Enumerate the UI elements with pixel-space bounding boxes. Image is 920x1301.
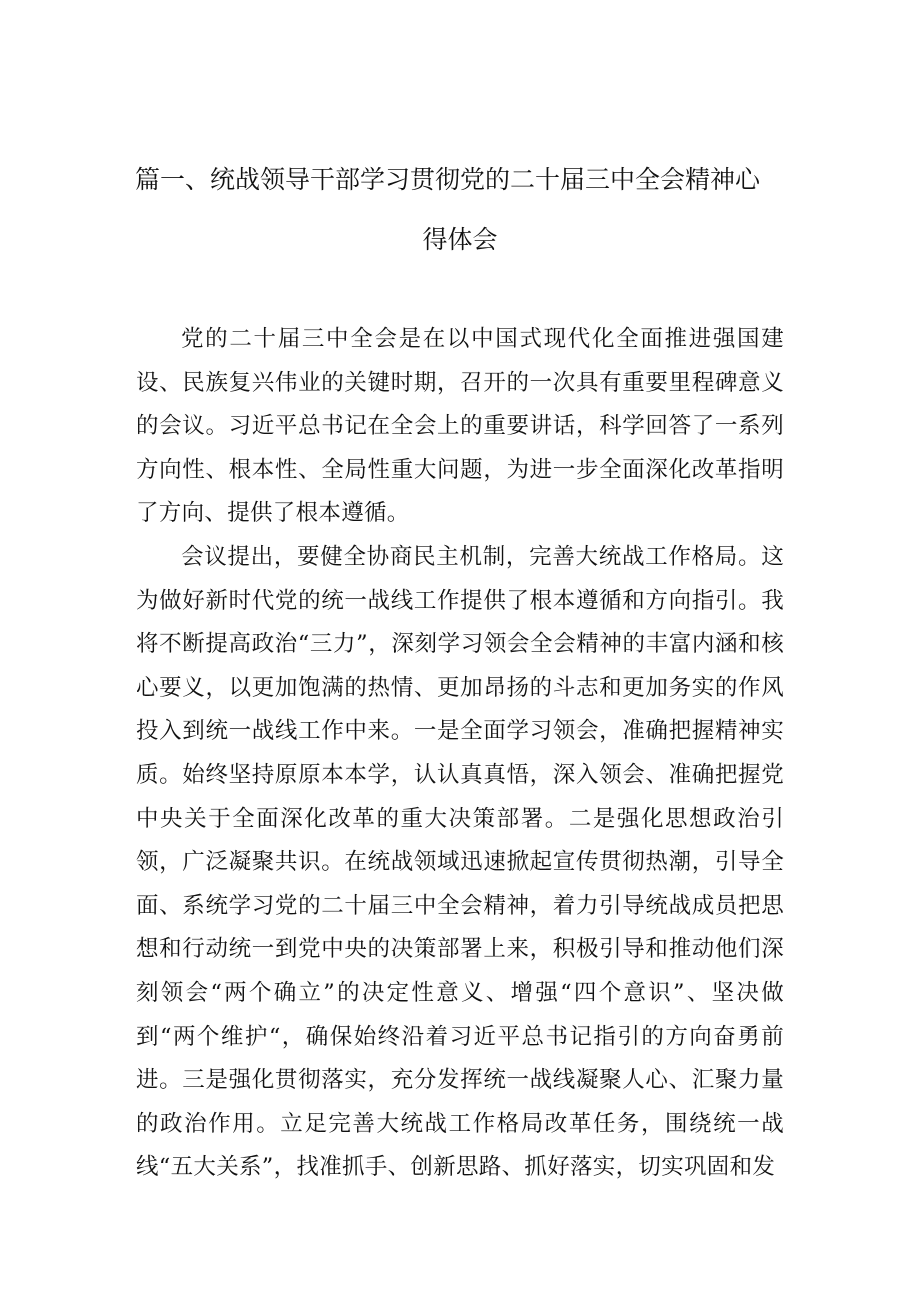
document-title-line-1: 篇一、统战领导干部学习贯彻党的二十届三中全会精神心 bbox=[135, 165, 761, 194]
document-body bbox=[136, 318, 784, 1190]
document-title-line-2: 得体会 bbox=[422, 225, 498, 254]
body-paragraph-2: 会议提出，要健全协商民主机制，完善大统战工作格局。这为做好新时代党的统一战线工作提供了根本遵循和方向指引。我将不断提高政治“三力”，深刻学习领会全会精神的丰富内涵和核心要义，以更加饱满的热情、更加昂扬的斗志和更加务实的作风投入到统一战线工作中来。一是全面学习领会，准确把握精神实质。始终坚持原原本本学，认认真真悟，深入领会、准确把握党中央关于全面深化改革的重大决策部署。二是强化思想政治引领，广泛凝聚共识。在统战领域迅速掀起宣传贯彻热潮，引导全面、系统学习党的二十届三中全会精神，着力引导统战成员把思想和行动统一到党中央的决策部署上来，积极引导和推动他们深刻领会“两个确立”的决定性意义、增强“四个意识”、坚决做到“两个维护“，确保始终沿着习近平总书记指引的方向奋勇前进。三是强化贯彻落实，充分发挥统一战线凝聚人心、汇聚力量的政治作用。立足完善大统战工作格局改革任务，围绕统一战线“五大关系”，找准抓手、创新思路、抓好落实，切实巩固和发 bbox=[136, 543, 784, 1181]
body-paragraph-1: 党的二十届三中全会是在以中国式现代化全面推进强国建设、民族复兴伟业的关键时期，召开的一次具有重要里程碑意义的会议。习近平总书记在全会上的重要讲话，科学回答了一系列方向性、根本性、全局性重大问题，为进一步全面深化改革指明了方向、提供了根本遵循。 bbox=[136, 326, 784, 527]
